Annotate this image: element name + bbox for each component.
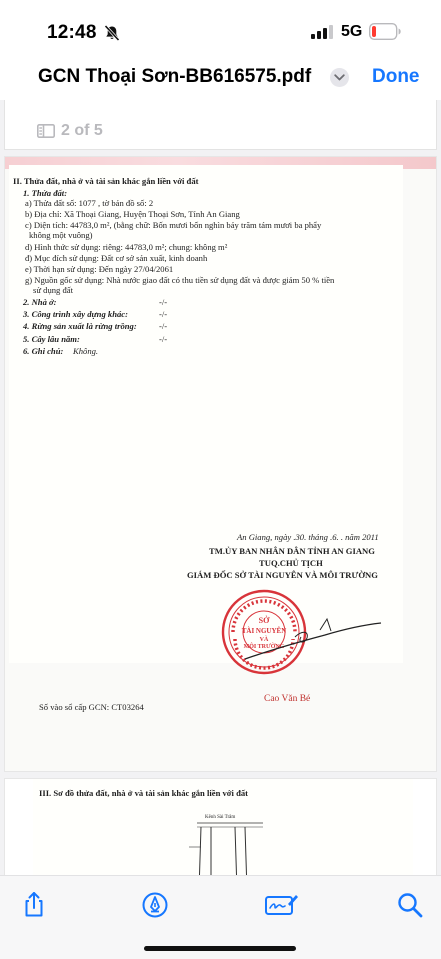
parcel-map-scan (33, 779, 413, 875)
land-line-g: g) Nguồn gốc sử dụng: Nhà nước giao đất có thu tiền sử dụng đất và được giảm 50 % tiền (25, 275, 335, 285)
land-line-d: d) Hình thức sử dụng: riêng: 44783,0 m²; chung: không m² (25, 242, 228, 252)
seal-text-3: MÔI TRƯỜNG (243, 644, 285, 650)
cellular-signal-icon (311, 25, 333, 39)
handwritten-signature (235, 597, 385, 667)
section-3-heading: III. Sơ đồ thửa đất, nhà ở và tài sản khác gắn liền với đất (39, 788, 249, 798)
page-thumbnail-icon (37, 124, 55, 138)
seal-text-so: SỞ (258, 616, 270, 625)
land-line-e: e) Thời hạn sử dụng: Đến ngày 27/04/2061 (25, 264, 174, 274)
issue-date-line: An Giang, ngày .30. tháng .6. . năm 2011 (237, 532, 379, 542)
signature-icon[interactable] (264, 890, 298, 920)
registry-number: Số vào sổ cấp GCN: CT03264 (39, 702, 144, 712)
done-button[interactable]: Done (372, 66, 420, 87)
item-3-label: 3. Công trình xây dựng khác: (23, 309, 128, 319)
document-title[interactable]: GCN Thoại Sơn-BB616575.pdf (38, 66, 312, 87)
certificate-scan (9, 165, 403, 712)
land-line-c: c) Diện tích: 44783,0 m², (bằng chữ: Bốn mươi bốn nghìn bảy trăm tám mươi ba phẩy (25, 220, 322, 230)
item-6-label: 6. Ghi chú: (23, 346, 64, 356)
status-bar (0, 0, 441, 62)
item-5-label: 5. Cây lâu năm: (23, 334, 80, 344)
item-4-value: -/- (159, 321, 168, 331)
authority-line-2: TUQ.CHỦ TỊCH (259, 558, 323, 568)
land-line-b: b) Địa chỉ: Xã Thoại Giang, Huyện Thoại Sơn, Tỉnh An Giang (25, 209, 240, 219)
item-5-value: -/- (159, 334, 168, 344)
land-line-a: a) Thửa đất số: 1077 , tờ bản đồ số: 2 (25, 198, 154, 208)
home-indicator[interactable] (144, 946, 296, 951)
item-2-value: -/- (159, 297, 168, 307)
parcel-map-drawing (183, 821, 273, 875)
markup-pen-icon[interactable] (140, 890, 170, 920)
search-icon[interactable] (395, 890, 425, 920)
land-heading: 1. Thửa đất: (23, 188, 68, 198)
navigation-bar (0, 62, 441, 100)
pdf-viewer[interactable] (0, 100, 441, 875)
section-2-heading: II. Thửa đất, nhà ở và tài sản khác gắn liền với đất (13, 176, 199, 186)
item-2-label: 2. Nhà ở: (23, 297, 57, 307)
item-3-value: -/- (159, 309, 168, 319)
pdf-page-2[interactable] (4, 156, 437, 772)
land-line-dd: đ) Mục đích sử dụng: Đất cơ sở sản xuất, kinh doanh (25, 253, 208, 263)
item-6-value: Không. (73, 346, 99, 356)
pdf-page-1[interactable] (4, 100, 437, 150)
title-menu-button[interactable] (330, 68, 349, 87)
signer-name: Cao Văn Bé (264, 694, 311, 704)
map-canal-label: Kênh Sài Trâm (205, 815, 236, 820)
status-time: 12:48 (47, 22, 97, 43)
authority-line-1: TM.ỦY BAN NHÂN DÂN TỈNH AN GIANG (209, 546, 375, 556)
chevron-down-icon (334, 74, 345, 81)
authority-line-3: GIÁM ĐỐC SỞ TÀI NGUYÊN VÀ MÔI TRƯỜNG (187, 570, 378, 580)
land-line-g-cont: sử dụng đất (33, 285, 73, 295)
network-type: 5G (341, 23, 363, 40)
pdf-page-3[interactable] (4, 778, 437, 875)
land-line-c-cont: không một vuông) (29, 230, 93, 240)
seal-text-2: VÀ (259, 637, 269, 643)
bell-slash-icon (103, 24, 121, 42)
battery-low-icon (369, 23, 401, 40)
seal-text-1: TÀI NGUYÊN (241, 627, 287, 635)
page-indicator (37, 121, 103, 141)
item-4-label: 4. Rừng sản xuất là rừng trồng: (23, 321, 137, 331)
page-indicator-label: 2 of 5 (61, 122, 103, 139)
share-icon[interactable] (19, 890, 49, 920)
